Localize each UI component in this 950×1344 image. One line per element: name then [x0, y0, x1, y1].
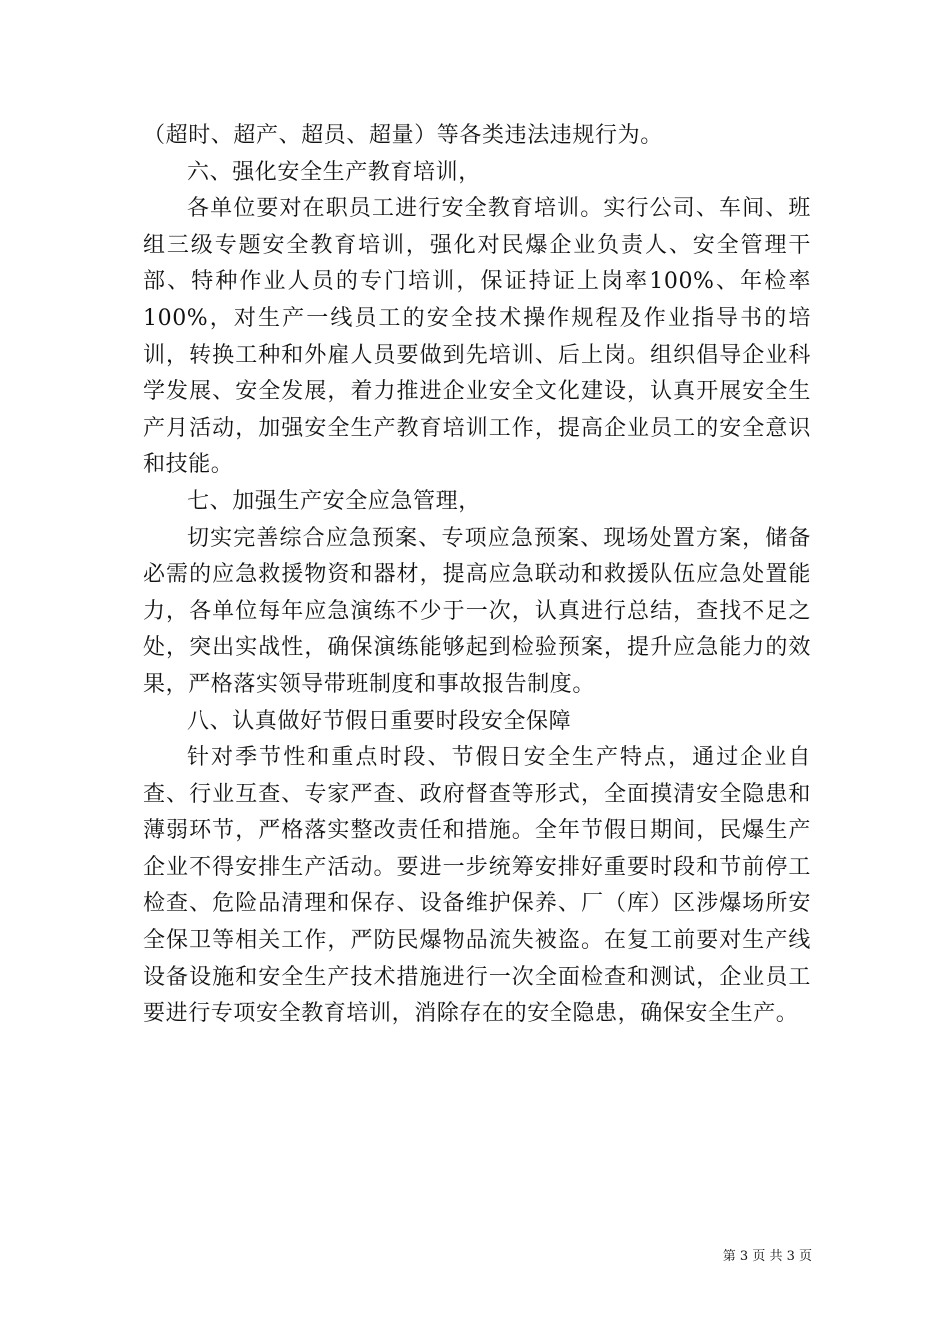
page-number-footer: 第 3 页 共 3 页 [722, 1249, 812, 1264]
section-heading-7: 七、加强生产安全应急管理， [187, 488, 481, 514]
paragraph-section-8: 针对季节性和重点时段、节假日安全生产特点，通过企业自查、行业互查、专家严查、政府督查等形式，全面摸清安全隐患和薄弱环节，严格落实整改责任和措施。全年节假日期间，民爆生产企业不得安排生产活动。要进一步统筹安排好重要时段和节前停工检查、危险品清理和保存、设备维护保养、厂（库）区涉爆场所安全保卫等相关工作，严防民爆物品流失被盗。在复工前要对生产线设备设施和安全生产技术措施进行一次全面检查和测试，企业员工要进行专项安全教育培训，消除存在的安全隐患，确保安全生产。 [143, 745, 811, 1027]
paragraph-continuation: （超时、超产、超员、超量）等各类违法违规行为。 [143, 123, 663, 148]
document-body [143, 118, 811, 1033]
paragraph-section-6: 各单位要对在职员工进行安全教育培训。实行公司、车间、班组三级专题安全教育培训，强化对民爆企业负责人、安全管理干部、特种作业人员的专门培训，保证持证上岗率100%、年检率100%，对生产一线员工的安全技术操作规程及作业指导书的培训，转换工种和外雇人员要做到先培训、后上岗。组织倡导企业科学发展、安全发展，着力推进企业安全文化建设，认真开展安全生产月活动，加强安全生产教育培训工作，提高企业员工的安全意识和技能。 [143, 196, 811, 478]
section-heading-8: 八、认真做好节假日重要时段安全保障 [187, 708, 572, 734]
section-heading-6: 六、强化安全生产教育培训， [187, 159, 481, 185]
paragraph-section-7: 切实完善综合应急预案、专项应急预案、现场处置方案，储备必需的应急救援物资和器材，提高应急联动和救援队伍应急处置能力，各单位每年应急演练不少于一次，认真进行总结，查找不足之处，突出实战性，确保演练能够起到检验预案，提升应急能力的效果，严格落实领导带班制度和事故报告制度。 [143, 525, 811, 697]
